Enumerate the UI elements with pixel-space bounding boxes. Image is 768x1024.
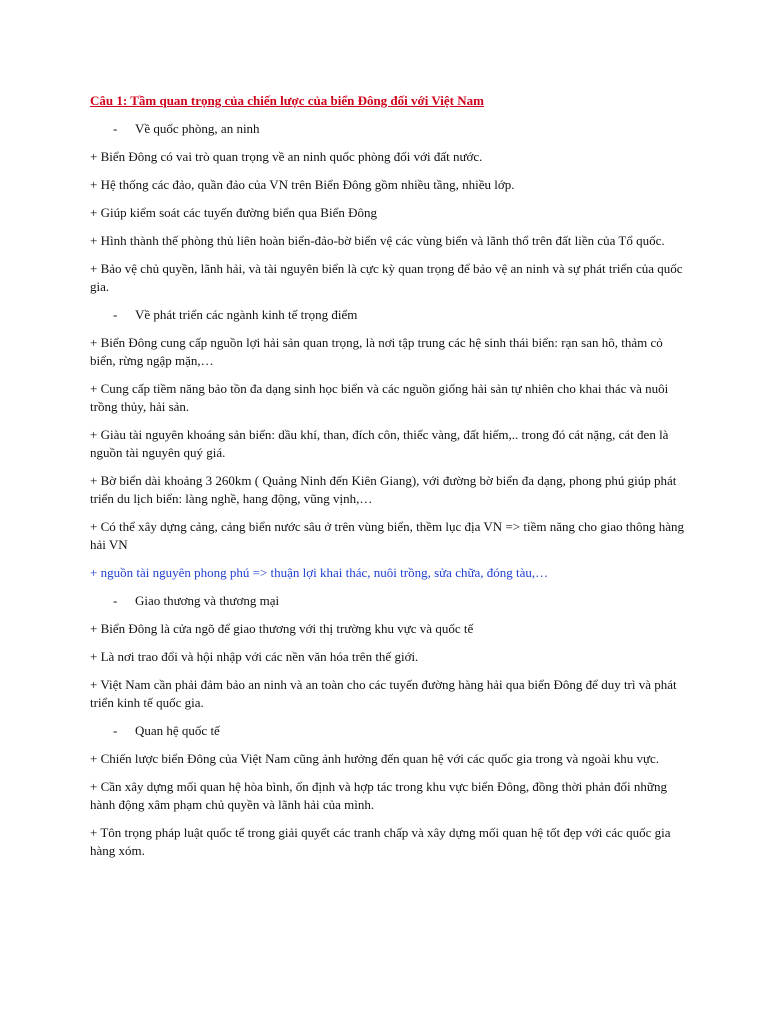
section-heading-text: Quan hệ quốc tế: [135, 723, 220, 738]
bullet-dash: -: [113, 307, 118, 322]
paragraph: + Biển Đông là cửa ngõ để giao thương với thị trường khu vực và quốc tế: [90, 621, 474, 636]
paragraph: + Có thể xây dựng cảng, cảng biển nước sâu ở trên vùng biển, thềm lục địa VN => tiềm năng cho giao thông hàng hải VN: [90, 519, 685, 552]
paragraph: + Biển Đông có vai trò quan trọng về an ninh quốc phòng đối với đất nước.: [90, 149, 483, 164]
paragraph: + Hệ thống các đảo, quần đảo của VN trên Biển Đông gồm nhiều tầng, nhiều lớp.: [90, 177, 515, 192]
paragraph: + Bờ biển dài khoảng 3 260km ( Quảng Ninh đến Kiên Giang), với đường bờ biển đa dạng, phong phú giúp phát triển du lịch biển: làng nghề, hang động, vũng vịnh,…: [90, 473, 677, 506]
paragraph: + Biển Đông cung cấp nguồn lợi hải sản quan trọng, là nơi tập trung các hệ sinh thái biển: rạn san hô, thảm cỏ biển, rừng ngập mặn,…: [90, 335, 663, 368]
section-heading-defense: [113, 120, 690, 138]
paragraph: + Giúp kiểm soát các tuyến đường biển qua Biển Đông: [90, 205, 377, 220]
bullet-dash: -: [113, 593, 118, 608]
highlighted-paragraph: + nguồn tài nguyên phong phú => thuận lợi khai thác, nuôi trồng, sửa chữa, đóng tàu,…: [90, 565, 549, 580]
section-heading-economy: [113, 306, 690, 324]
paragraph: + Bảo vệ chủ quyền, lãnh hải, và tài nguyên biển là cực kỳ quan trọng để bảo vệ an ninh và sự phát triển của quốc gia.: [90, 261, 683, 294]
paragraph: + Việt Nam cần phải đảm bảo an ninh và an toàn cho các tuyến đường hàng hải qua biển Đông để duy trì và phát triển kinh tế quốc gia.: [90, 677, 677, 710]
paragraph: + Giàu tài nguyên khoáng sản biển: dầu khí, than, đích côn, thiếc vàng, đất hiếm,.. trong đó cát nặng, cát đen là nguồn tài nguyên quý giá.: [90, 427, 669, 460]
section-heading-text: Về quốc phòng, an ninh: [135, 121, 260, 136]
paragraph: + Cung cấp tiềm năng bảo tồn đa dạng sinh học biển và các nguồn giống hải sản tự nhiên cho khai thác và nuôi trồng thủy, hải sản.: [90, 381, 669, 414]
paragraph: + Là nơi trao đổi và hội nhập với các nền văn hóa trên thế giới.: [90, 649, 419, 664]
section-heading-international: [113, 722, 690, 740]
paragraph: + Tôn trọng pháp luật quốc tế trong giải quyết các tranh chấp và xây dựng mối quan hệ tốt đẹp với các quốc gia hàng xóm.: [90, 825, 671, 858]
paragraph: + Cần xây dựng mối quan hệ hòa bình, ổn định và hợp tác trong khu vực biển Đông, đồng thời phản đối những hành động xâm phạm chủ quyền và lãnh hải của mình.: [90, 779, 667, 812]
paragraph: + Chiến lược biển Đông của Việt Nam cũng ảnh hưởng đến quan hệ với các quốc gia trong và ngoài khu vực.: [90, 751, 660, 766]
bullet-dash: -: [113, 723, 118, 738]
bullet-dash: -: [113, 121, 118, 136]
paragraph: + Hình thành thế phòng thủ liên hoàn biển-đảo-bờ biển vệ các vùng biển và lãnh thổ trên đất liền của Tổ quốc.: [90, 233, 665, 248]
document-page: [90, 92, 690, 870]
section-heading-text: Về phát triển các ngành kinh tế trọng điểm: [135, 307, 358, 322]
document-title: Câu 1: Tầm quan trọng của chiến lược của biển Đông đối với Việt Nam: [90, 93, 484, 108]
section-heading-trade: [113, 592, 690, 610]
section-heading-text: Giao thương và thương mại: [135, 593, 280, 608]
